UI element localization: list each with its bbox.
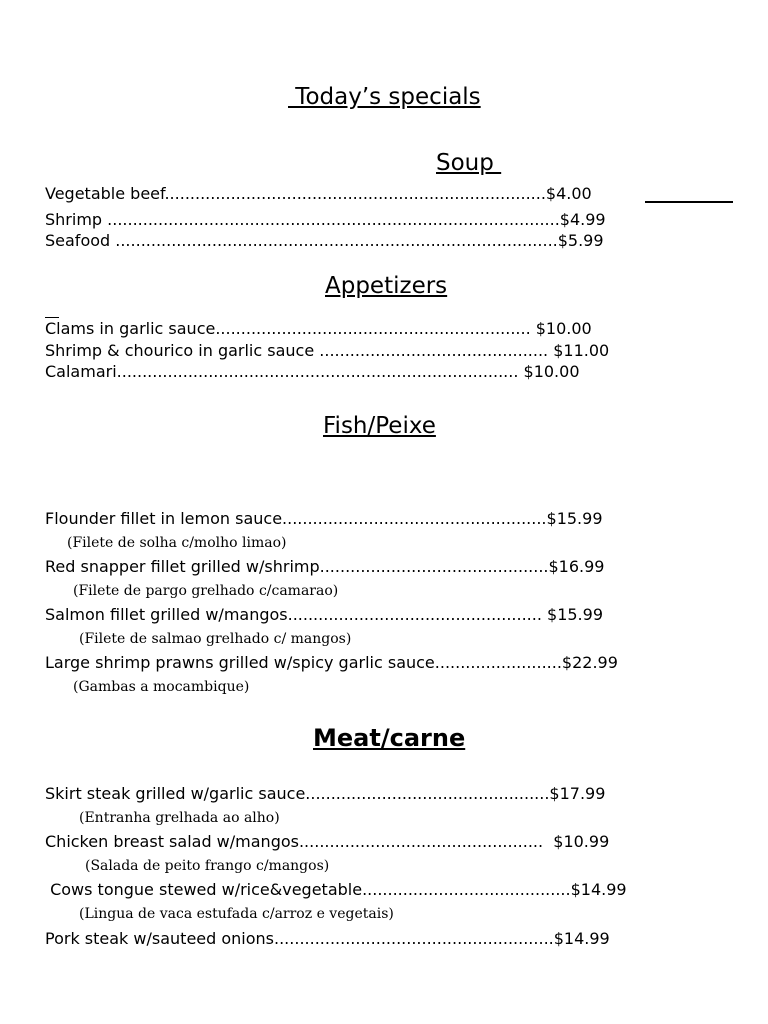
meat-heading: Meat/carne (313, 724, 466, 752)
fish-item-shrimp-prawns-note: (Gambas a mocambique) (73, 679, 250, 695)
page-title: Today’s specials (288, 84, 481, 110)
meat-item-chicken-breast: Chicken breast salad w/mangos................................................ $10.99 (45, 832, 610, 851)
meat-item-cows-tongue-note: (Lingua de vaca estufada c/arroz e vegetais) (79, 906, 394, 922)
soup-item-vegetable-beef: Vegetable beef...........................................................................$4.00 (45, 184, 592, 203)
fish-item-flounder-note: (Filete de solha c/molho limao) (67, 535, 287, 551)
meat-item-chicken-breast-note: (Salada de peito frango c/mangos) (85, 858, 330, 874)
fish-item-flounder: Flounder fillet in lemon sauce....................................................$15.99 (45, 509, 603, 528)
fish-item-salmon-note: (Filete de salmao grelhado c/ mangos) (79, 631, 352, 647)
fish-heading: Fish/Peixe (323, 413, 436, 439)
appetizer-item-calamari: Calamari............................................................................... $10.00 (45, 362, 580, 381)
appetizers-heading: Appetizers (325, 273, 448, 299)
meat-item-skirt-steak: Skirt steak grilled w/garlic sauce................................................$17.99 (45, 784, 606, 803)
meat-item-cows-tongue: Cows tongue stewed w/rice&vegetable.........................................$14.99 (45, 880, 627, 899)
appetizer-item-clams: Clams in garlic sauce.............................................................. $10.00 (45, 319, 592, 338)
soup-item-shrimp: Shrimp .........................................................................................$4.99 (45, 210, 606, 229)
meat-item-skirt-steak-note: (Entranha grelhada ao alho) (79, 810, 280, 826)
appetizer-item-shrimp-chourico: Shrimp & chourico in garlic sauce ............................................. $11.00 (45, 341, 610, 360)
overline-mark (45, 317, 59, 318)
fish-item-red-snapper: Red snapper fillet grilled w/shrimp.............................................$16.99 (45, 557, 605, 576)
soup-item-seafood: Seafood .......................................................................................$5.99 (45, 231, 604, 250)
soup-heading: Soup (436, 150, 502, 176)
fish-item-salmon: Salmon fillet grilled w/mangos.................................................. $15.99 (45, 605, 603, 624)
fish-item-shrimp-prawns: Large shrimp prawns grilled w/spicy garlic sauce.........................$22.99 (45, 653, 618, 672)
fish-item-red-snapper-note: (Filete de pargo grelhado c/camarao) (73, 583, 339, 599)
underline-rule (645, 201, 733, 203)
meat-item-pork-steak: Pork steak w/sauteed onions.......................................................$14.99 (45, 929, 610, 948)
